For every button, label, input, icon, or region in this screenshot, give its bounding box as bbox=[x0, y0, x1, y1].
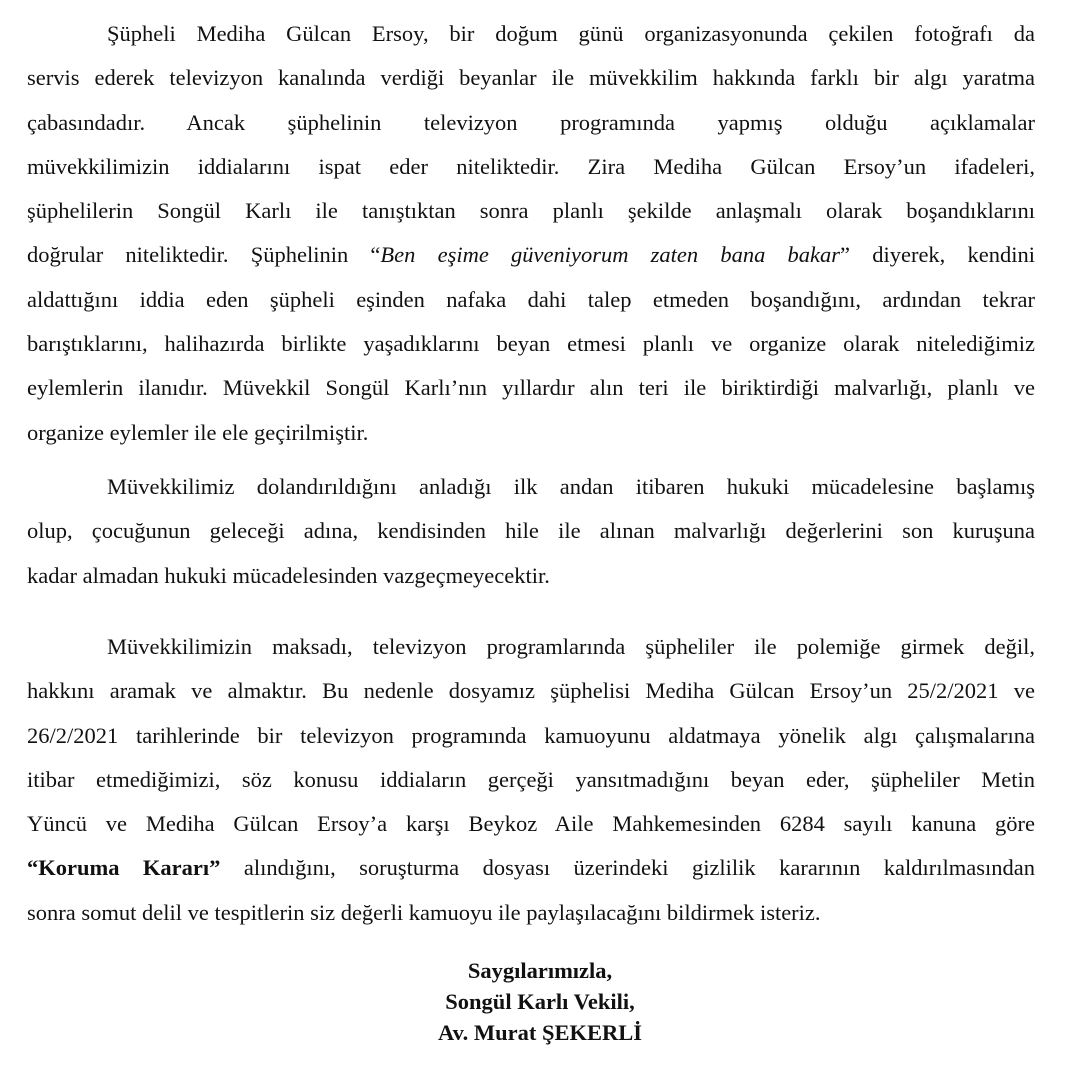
bold-koruma-karari: “Koruma Kararı” bbox=[27, 855, 221, 881]
quote-trail-text: ” diyerek, kendini bbox=[840, 242, 1035, 268]
text-line: barıştıklarını, halihazırda birlikte yaşadıklarını beyan etmesi planlı ve organize olarak nitelediğimiz bbox=[27, 331, 1035, 357]
paragraph-2 bbox=[27, 465, 1035, 598]
text-line: Müvekkilimizin maksadı, televizyon programlarında şüpheliler ile polemiğe girmek değil, bbox=[107, 634, 1035, 659]
text-line: çabasındadır. Ancak şüphelinin televizyon programında yapmış olduğu açıklamalar bbox=[27, 109, 1035, 135]
text-line-with-quote bbox=[27, 233, 1035, 277]
text-line: şüphelilerin Songül Karlı ile tanıştıktan sonra planlı şekilde anlaşmalı olarak boşandıklarını bbox=[27, 198, 1035, 224]
text-line: servis ederek televizyon kanalında verdiği beyanlar ile müvekkilim hakkında farklı bir algı yaratma bbox=[27, 65, 1035, 91]
signature-closing: Saygılarımızla, bbox=[467, 958, 613, 983]
text-line: aldattığını iddia eden şüpheli eşinden nafaka dahi talep etmeden boşandığını, ardından tekrar bbox=[27, 286, 1035, 312]
text-line: eylemlerin ilanıdır. Müvekkil Songül Karlı’nın yıllardır alın teri ile biriktirdiği malvarlığı, planlı ve bbox=[27, 375, 1035, 401]
text-line: sonra somut delil ve tespitlerin siz değerli kamuoyu ile paylaşılacağını bildirmek isteriz. bbox=[27, 899, 821, 925]
text-line: kadar almadan hukuki mücadelesinden vazgeçmeyecektir. bbox=[27, 562, 550, 588]
text-line: olup, çocuğunun geleceği adına, kendisinden hile ile alınan malvarlığı değerlerini son kuruşuna bbox=[27, 518, 1035, 544]
signature-role: Songül Karlı Vekili, bbox=[445, 989, 635, 1014]
text-line: hakkını aramak ve almaktır. Bu nedenle dosyamız şüphelisi Mediha Gülcan Ersoy’un 25/2/2021 ve bbox=[27, 678, 1035, 704]
text-line: Müvekkilimiz dolandırıldığını anladığı ilk andan itibaren hukuki mücadelesine başlamış bbox=[107, 474, 1035, 499]
signature-name: Av. Murat ŞEKERLİ bbox=[438, 1020, 642, 1045]
paragraph-1 bbox=[27, 12, 1035, 455]
text-line: Şüpheli Mediha Gülcan Ersoy, bir doğum günü organizasyonunda çekilen fotoğrafı da bbox=[107, 21, 1035, 46]
paragraph-3 bbox=[27, 625, 1035, 935]
text-line: itibar etmediğimizi, söz konusu iddiaların gerçeği yansıtmadığını beyan eder, şüpheliler Metin bbox=[27, 766, 1035, 792]
text-line-with-bold bbox=[27, 846, 1035, 890]
text-line: 26/2/2021 tarihlerinde bir televizyon programında kamuoyunu aldatmaya yönelik algı çalışmalarına bbox=[27, 722, 1035, 748]
text-line: organize eylemler ile ele geçirilmiştir. bbox=[27, 419, 369, 445]
signature-block bbox=[0, 955, 1080, 1048]
bold-trail-text: alındığını, soruşturma dosyası üzerindeki gizlilik kararının kaldırılmasından bbox=[220, 855, 1035, 881]
italic-quote: Ben eşime güveniyorum zaten bana bakar bbox=[380, 242, 841, 268]
text-line: müvekkilimizin iddialarını ispat eder niteliktedir. Zira Mediha Gülcan Ersoy’un ifadeleri, bbox=[27, 153, 1035, 179]
quote-lead-text: doğrular niteliktedir. Şüphelinin “ bbox=[27, 242, 381, 268]
text-line: Yüncü ve Mediha Gülcan Ersoy’a karşı Beykoz Aile Mahkemesinden 6284 sayılı kanuna göre bbox=[27, 811, 1035, 837]
